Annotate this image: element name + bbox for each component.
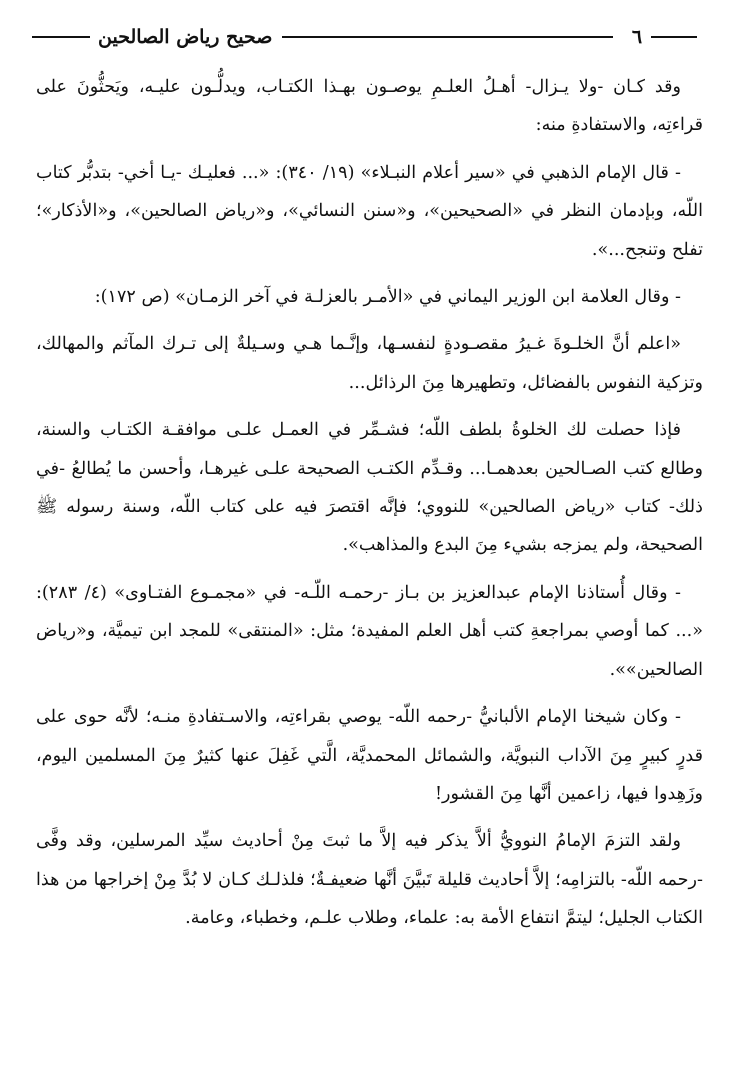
- page-header: [32, 22, 703, 52]
- paragraph-ibn-baz-quote: - وقال أُستاذنا الإمام عبدالعزيز بن بـاز -رحمـه اللّـه- في «مجمـوع الفتـاوى» (٤/ ٢٨٣): «... كما أوصي بمراجعةِ كتب أهل العلم المفيدة؛ مثل: «المنتقى» للمجد ابن تيميَّة، و«رياض الصالحين»».: [36, 582, 703, 680]
- paragraph-ibn-wazir-quote-2: فإذا حصلت لك الخلوةُ بلطف اللّه؛ فشـمِّر في العمـل علـى موافقـة الكتـاب والسنة، وطالع كتب الصـالحين بعدهمـا... وقـدِّم الكتـب الصحيحة علـى غيرهـا، وأحسن ما يُطالعُ -في ذلك- كتاب «رياض الصالحين» للنووي؛ فإنَّه اقتصرَ فيه على كتاب اللّه، وسنة رسوله ﷺ الصحيحة، ولم يمزجه بشيء مِنَ البدع والمذاهب».: [36, 420, 703, 556]
- body-text: [36, 68, 703, 947]
- paragraph-albani: - وكان شيخنا الإمام الألبانيُّ -رحمه اللّه- يوصي بقراءتِه، والاسـتفادةِ منـه؛ لأنَّه حوى على قدرٍ كبيرٍ مِنَ الآداب النبويَّة، والشمائل المحمديَّة، الَّتي غَفِلَ عنها كثيرٌ مِنَ المسلمين اليوم، وزَهِدوا فيها، زاعمين أنَّها مِنَ القشور!: [36, 707, 703, 804]
- header-rule-start: [651, 36, 697, 38]
- paragraph-nawawi-commitment: ولقد التزمَ الإمامُ النوويُّ ألاَّ يذكر فيه إلاَّ ما ثبتَ مِنْ أحاديث سيِّد المرسلين، وقد وفَّى -رحمه اللّه- بالتزامِه؛ إلاَّ أحاديث قليلة تَبيَّنَ أنَّها ضعيفـةٌ؛ فلذلـك كـان لا بُدَّ مِنْ إخراجها من هذا الكتاب الجليل؛ ليتمَّ انتفاع الأمة به: علماء، وطلاب علـم، وخطباء، وعامة.: [36, 831, 703, 929]
- header-rule-end: [32, 36, 90, 38]
- header-rule-middle: [282, 36, 613, 38]
- running-title: صحيح رياض الصالحين: [98, 26, 273, 48]
- paragraph-ibn-wazir-intro: - وقال العلامة ابن الوزير اليماني في «الأمـر بالعزلـة في آخر الزمـان» (ص ١٧٢):: [94, 287, 681, 308]
- paragraph-intro: وقد كـان -ولا يـزال- أهـلُ العلـمِ يوصـون بهـذا الكتـاب، ويدلُّـون عليـه، ويَحثُّونَ على قراءتِه، والاستفادةِ منه:: [36, 77, 703, 136]
- page-number: ٦: [631, 26, 643, 48]
- paragraph-ibn-wazir-quote-1: «اعلم أنَّ الخلـوةَ غـيرُ مقصـودةٍ لنفسـها، وإنَّـما هـي وسـيلةٌ إلى تـرك المآثم والمهالك، وتزكية النفوس بالفضائل، وتطهيرها مِنَ الرذائل...: [36, 334, 703, 393]
- paragraph-dhahabi-quote: - قال الإمام الذهبي في «سير أعلام النبـلاء» (١٩/ ٣٤٠): «... فعليـك -يـا أخي- بتدبُّر كتاب اللّه، وبإدمان النظر في «الصحيحين»، و«سنن النسائي»، و«رياض الصالحين»، و«الأذكار»؛ تفلح وتنجح...».: [36, 162, 703, 260]
